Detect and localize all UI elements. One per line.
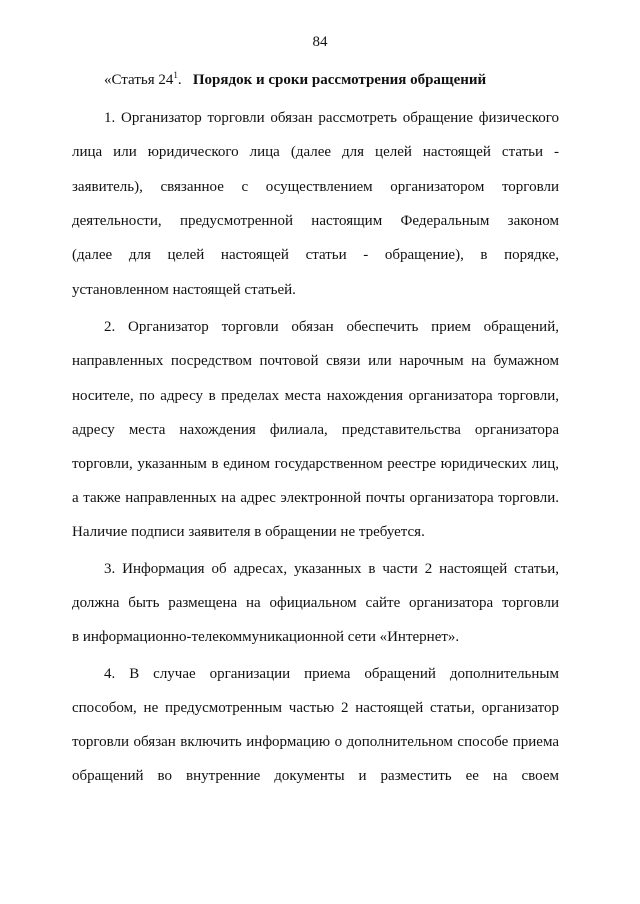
paragraph-1-line-6: установленном настоящей статьей. (72, 282, 296, 298)
paragraph-2-line-3: носителе, по адресу в пределах места нахождения организатора торговли, (72, 388, 559, 404)
paragraph-2-line-1: 2. Организатор торговли обязан обеспечить прием обращений, (104, 319, 559, 335)
page-number: 84 (312, 34, 328, 50)
article-dot: . (177, 72, 182, 88)
article-superscript: 1 (173, 70, 178, 80)
paragraph-2-line-4: адресу места нахождения филиала, представительства организатора (72, 422, 559, 438)
paragraph-3-line-1: 3. Информация об адресах, указанных в части 2 настоящей статьи, (104, 561, 559, 577)
paragraph-1-line-5: (далее для целей настоящей статьи - обращение), в порядке, (72, 247, 559, 263)
paragraph-4-line-4: обращений во внутренние документы и разместить ее на своем (72, 768, 559, 784)
paragraph-1-line-1: 1. Организатор торговли обязан рассмотреть обращение физического (104, 110, 559, 126)
paragraph-1-line-3: заявитель), связанное с осуществлением организатором торговли (72, 179, 559, 195)
paragraph-4-line-2: способом, не предусмотренным частью 2 настоящей статьи, организатор (72, 700, 559, 716)
article-heading (104, 72, 486, 89)
paragraph-1-line-4: деятельности, предусмотренной настоящим Федеральным законом (72, 213, 559, 229)
paragraph-2-line-6: а также направленных на адрес электронной почты организатора торговли. (72, 490, 559, 506)
paragraph-4-line-3: торговли обязан включить информацию о дополнительном способе приема (72, 734, 559, 750)
paragraph-2-line-2: направленных посредством почтовой связи или нарочным на бумажном (72, 353, 559, 369)
paragraph-4-line-1: 4. В случае организации приема обращений дополнительным (104, 666, 559, 682)
paragraph-1-line-2: лица или юридического лица (далее для целей настоящей статьи - (72, 144, 559, 160)
paragraph-3-line-3: в информационно-телекоммуникационной сети «Интернет». (72, 629, 460, 645)
article-title: Порядок и сроки рассмотрения обращений (192, 72, 487, 88)
article-prefix: «Статья 24 (104, 72, 174, 88)
paragraph-2-line-7: Наличие подписи заявителя в обращении не требуется. (72, 524, 425, 540)
paragraph-2-line-5: торговли, указанным в едином государственном реестре юридических лиц, (72, 456, 559, 472)
paragraph-3-line-2: должна быть размещена на официальном сайте организатора торговли (72, 595, 559, 611)
